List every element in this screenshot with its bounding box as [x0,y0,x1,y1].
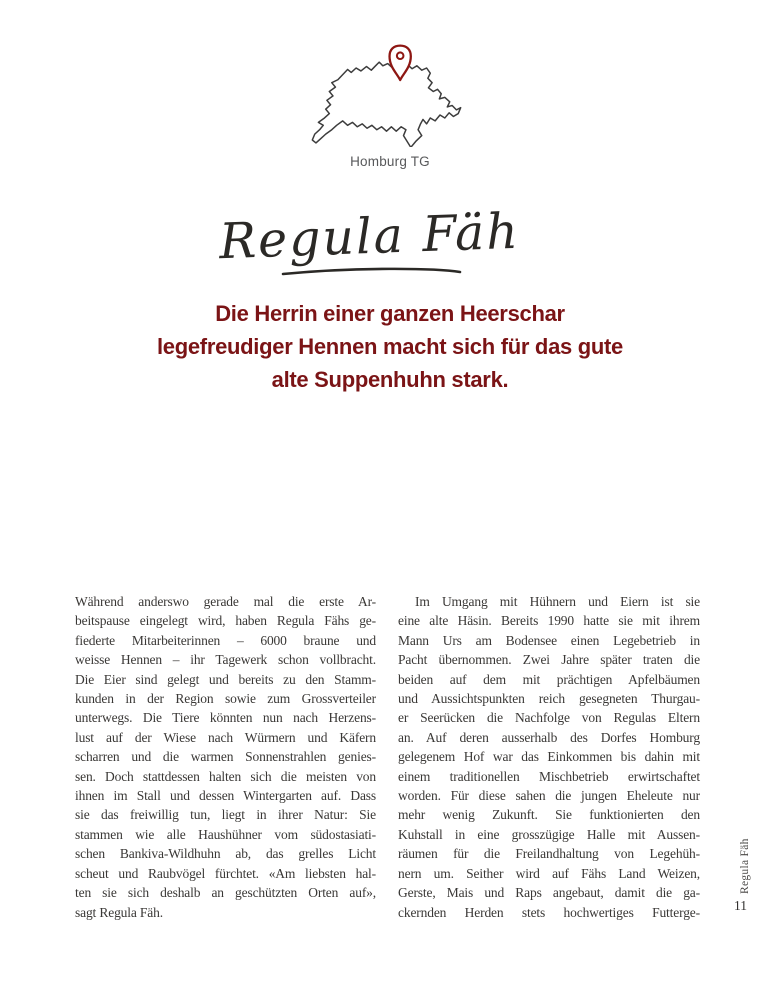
text-line: nern um. Seither wird auf Fähs Land Weizen, [398,865,700,881]
text-line: unterwegs. Die Tiere könnten nun nach Herzens- [75,710,376,726]
page-number: 11 [734,898,747,913]
headline-line: Die Herrin einer ganzen Heerschar [215,301,565,326]
signature-underline [283,269,460,274]
text-line: schen Bankiva-Wildhuhn ab, das grelles Licht [75,846,376,862]
text-line: Pacht übernommen. Zwei Jahre später traten die [398,652,700,668]
location-label: Homburg TG [350,154,430,169]
text-line: scheut und Raubvögel fürchtet. «Am liebsten hal- [75,865,376,881]
text-line: an. Auf deren ausserhalb des Dorfes Homburg [398,729,700,745]
location-pin-icon [390,46,411,80]
article-column-right [398,592,700,922]
text-line: eine alte Häsin. Bereits 1990 hatte sie mit ihrem [398,613,700,629]
text-line: und Aussichtspunkten reich gesegneten Thurgau- [398,691,700,707]
text-line: er Seerücken die Nachfolge von Regulas Eltern [398,710,700,726]
text-line: kunden in der Region sowie zum Grossverteiler [75,691,376,707]
text-line: sie das freiwillig tun, liegt in ihrer Natur: Sie [75,807,376,823]
switzerland-map [311,42,463,147]
text-line: sagt Regula Fäh. [75,904,163,920]
text-line: einem traditionellen Mischbetrieb erwirtschaftet [398,768,700,784]
running-title-vertical: Regula Fäh [739,838,751,894]
text-line: lust auf der Wiese nach Würmern und Käfern [75,729,376,745]
headline-line: alte Suppenhuhn stark. [271,367,509,392]
text-line: gelegenem Hof war das Einkommen bis dahin mit [398,749,700,765]
text-line: ten sie sich deshalb an geschützten Orten auf», [75,885,376,901]
text-line: ckernden Herden stets hochwertiges Futterge- [398,904,700,920]
headline [75,297,705,396]
text-line: Kuhstall in eine grosszügige Halle mit Aussen- [398,826,700,842]
text-line: mehr wenig Zukunft. Sie funktionierten den [398,807,700,823]
article-column-left [75,592,376,922]
signature [205,193,535,288]
text-line: Gerste, Mais und Raps angebaut, damit die ga- [398,885,700,901]
text-line: Während anderswo gerade mal die erste Ar- [75,594,376,609]
text-line: sen. Doch stattdessen halten sich die meisten von [75,768,376,784]
text-line: beitspause eingelegt wird, haben Regula Fähs ge- [75,613,376,629]
text-line: worden. Für diese sahen die jungen Eheleute nur [398,788,700,804]
text-line: fiederte Mitarbeiterinnen – 6000 braune und [75,632,376,648]
text-line: Die Eier sind gelegt und bereits zu den Stamm- [75,671,376,687]
headline-line: legefreudiger Hennen macht sich für das gute [156,334,623,359]
text-line: Im Umgang mit Hühnern und Eiern ist sie [415,594,700,609]
text-line: räumen für die Freilandhaltung von Legehüh- [398,846,700,862]
text-line: scharren und die warmen Sonnenstrahlen genies- [75,749,376,765]
text-line: weisse Hennen – ihr Tagewerk schon vollbracht. [75,652,376,668]
switzerland-outline [312,62,460,147]
text-line: ihnen im Stall und dessen Wintergarten auf. Dass [75,788,376,804]
signature-name: Regula Fäh [218,202,521,271]
text-line: beiden auf dem mit prächtigen Apfelbäumen [398,671,700,687]
text-line: stammen wie alle Haushühner vom südostasiati- [75,826,376,842]
text-line: Mann Urs am Bodensee einen Legebetrieb in [398,632,700,648]
